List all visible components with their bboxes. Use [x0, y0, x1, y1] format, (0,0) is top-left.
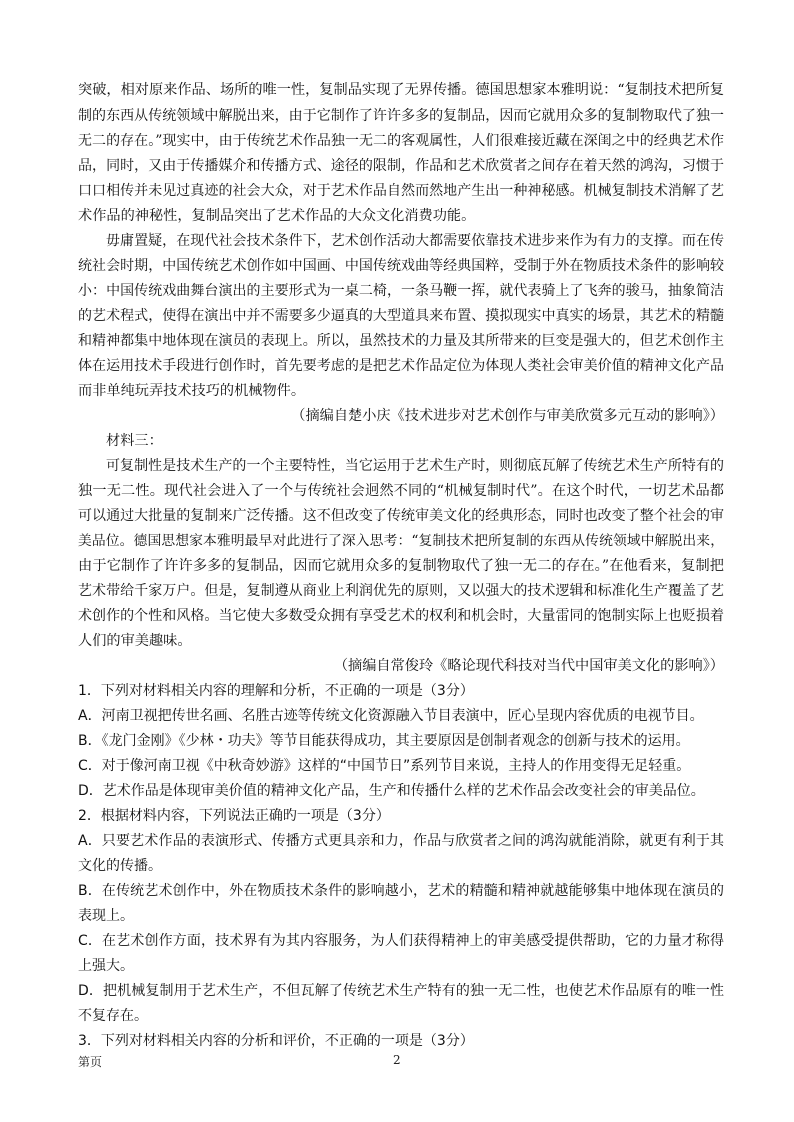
paragraph-line: 统社会时期，中国传统艺术创作如中国画、中国传统戏曲等经典国粹，受制于外在物质技术条件的影响较 — [78, 258, 724, 274]
question-line: 表现上。 — [78, 908, 134, 924]
paragraph-line: 小：中国传统戏曲舞台演出的主要形式为一桌二椅，一条马鞭一挥，就代表骑上了飞奔的骏马，抽象简洁 — [78, 283, 724, 299]
paragraph-line: 可以通过大批量的复制来广泛传播。这不但改变了传统审美文化的经典形态，同时也改变了整个社会的审 — [78, 508, 724, 524]
paragraph-line: 制的东西从传统领域中解脱出来，由于它制作了许许多多的复制品，因而它就用众多的复制物取代了独一 — [78, 108, 724, 124]
footer-label: 第页 — [78, 1055, 103, 1069]
question-line: A．河南卫视把传世名画、名胜古迹等传统文化资源融入节目表演中，匠心呈现内容优质的电视节目。 — [78, 708, 704, 724]
paragraph-line: 可复制性是技术生产的一个主要特性，当它运用于艺术生产时，则彻底瓦解了传统艺术生产所特有的 — [106, 458, 724, 474]
question-line: 1．下列对材料相关内容的理解和分析，不正确的一项是（3分） — [78, 683, 474, 699]
question-line: D．艺术作品是体现审美价值的精神文化产品，生产和传播什么样的艺术作品会改变社会的审美品位。 — [78, 783, 705, 799]
question-line: 文化的传播。 — [78, 858, 162, 874]
paragraph-line: 美品位。德国思想家本雅明最早对此进行了深入思考：“复制技术把所复制的东西从传统领域中解脱出来， — [78, 533, 724, 549]
page-number: 2 — [393, 1053, 401, 1067]
paragraph-line: 和精神都集中地体现在演员的表现上。所以，虽然技术的力量及其所带来的巨变是强大的，但艺术创作主 — [78, 333, 724, 349]
paragraph-line: 人们的审美趣味。 — [78, 633, 192, 649]
paragraph-line: 艺术带给千家万户。但是，复制遵从商业上利润优先的原则，又以强大的技术逻辑和标准化生产覆盖了艺 — [78, 583, 724, 599]
question-line: 不复存在。 — [78, 1008, 148, 1024]
question-line: C．在艺术创作方面，技术界有为其内容服务，为人们获得精神上的审美感受提供帮助，它的力量才称得 — [78, 933, 724, 949]
paragraph-line: 术作品的神秘性，复制品突出了艺术作品的大众文化消费功能。 — [78, 208, 476, 224]
paragraph-line: 材料三： — [106, 433, 163, 449]
question-line: A．只要艺术作品的表演形式、传播方式更具亲和力，作品与欣赏者之间的鸿沟就能消除，就更有利于其 — [78, 833, 724, 849]
paragraph-line: 独一无二性。现代社会进入了一个与传统社会迥然不同的“机械复制时代”。在这个时代，一切艺术品都 — [78, 483, 724, 499]
paragraph-line: 品，同时，又由于传播媒介和传播方式、途径的限制，作品和艺术欣赏者之间存在着天然的鸿沟，习惯于 — [78, 158, 724, 174]
paragraph-line: 毋庸置疑，在现代社会技术条件下，艺术创作活动大都需要依靠技术进步来作为有力的支撑。而在传 — [106, 233, 724, 249]
paragraph-line: 突破，相对原来作品、场所的唯一性，复制品实现了无界传播。德国思想家本雅明说：“复制技术把所复 — [78, 82, 724, 98]
question-line: B．《龙门金刚》《少林・功夫》等节目能获得成功，其主要原因是创制者观念的创新与技术的运用。 — [78, 733, 690, 749]
paragraph-line: 由于它制作了许许多多的复制品，因而它就用众多的复制物取代了独一无二的存在。”在他看来，复制把 — [78, 558, 724, 574]
paragraph-line: 体在运用技术手段进行创作时，首先要考虑的是把艺术作品定位为体现人类社会审美价值的精神文化产品 — [78, 358, 724, 374]
paragraph-line: 口口相传并未见过真迹的社会大众，对于艺术作品自然而然地产生出一种神秘感。机械复制技术消解了艺 — [78, 183, 724, 199]
paragraph-line: 的艺术程式，使得在演出中并不需要多少逼真的大型道具来布置、摸拟现实中真实的场景，其艺术的精髓 — [78, 308, 724, 324]
paragraph-line: 而非单纯玩弄技术技巧的机械物件。 — [78, 383, 306, 399]
question-line: C．对于像河南卫视《中秋奇妙游》这样的“中国节日”系列节目来说，主持人的作用变得无足轻重。 — [78, 758, 691, 774]
paragraph-line: 无二的存在。”现实中，由于传统艺术作品独一无二的客观属性，人们很难接近藏在深闺之中的经典艺术作 — [78, 133, 724, 149]
question-line: 3．下列对材料相关内容的分析和评价，不正确的一项是（3分） — [78, 1033, 474, 1049]
source-citation: （摘编自楚小庆《技术进步对艺术创作与审美欣赏多元互动的影响》） — [291, 408, 724, 424]
question-line: B．在传统艺术创作中，外在物质技术条件的影响越小，艺术的精髓和精神就越能够集中地体现在演员的 — [78, 883, 724, 899]
question-line: D．把机械复制用于艺术生产，不但瓦解了传统艺术生产特有的独一无二性，也使艺术作品原有的唯一性 — [78, 983, 724, 999]
question-line: 上强大。 — [78, 958, 134, 974]
source-citation: （摘编自常俊玲《略论现代科技对当代中国审美文化的影响》） — [333, 658, 724, 674]
question-line: 2．根据材料内容，下列说法正确旳一项是（3分） — [78, 808, 390, 824]
paragraph-line: 术创作的个性和风格。当它使大多数受众拥有享受艺术的权利和机会时，大量雷同的饱制实际上也贬损着 — [78, 608, 724, 624]
